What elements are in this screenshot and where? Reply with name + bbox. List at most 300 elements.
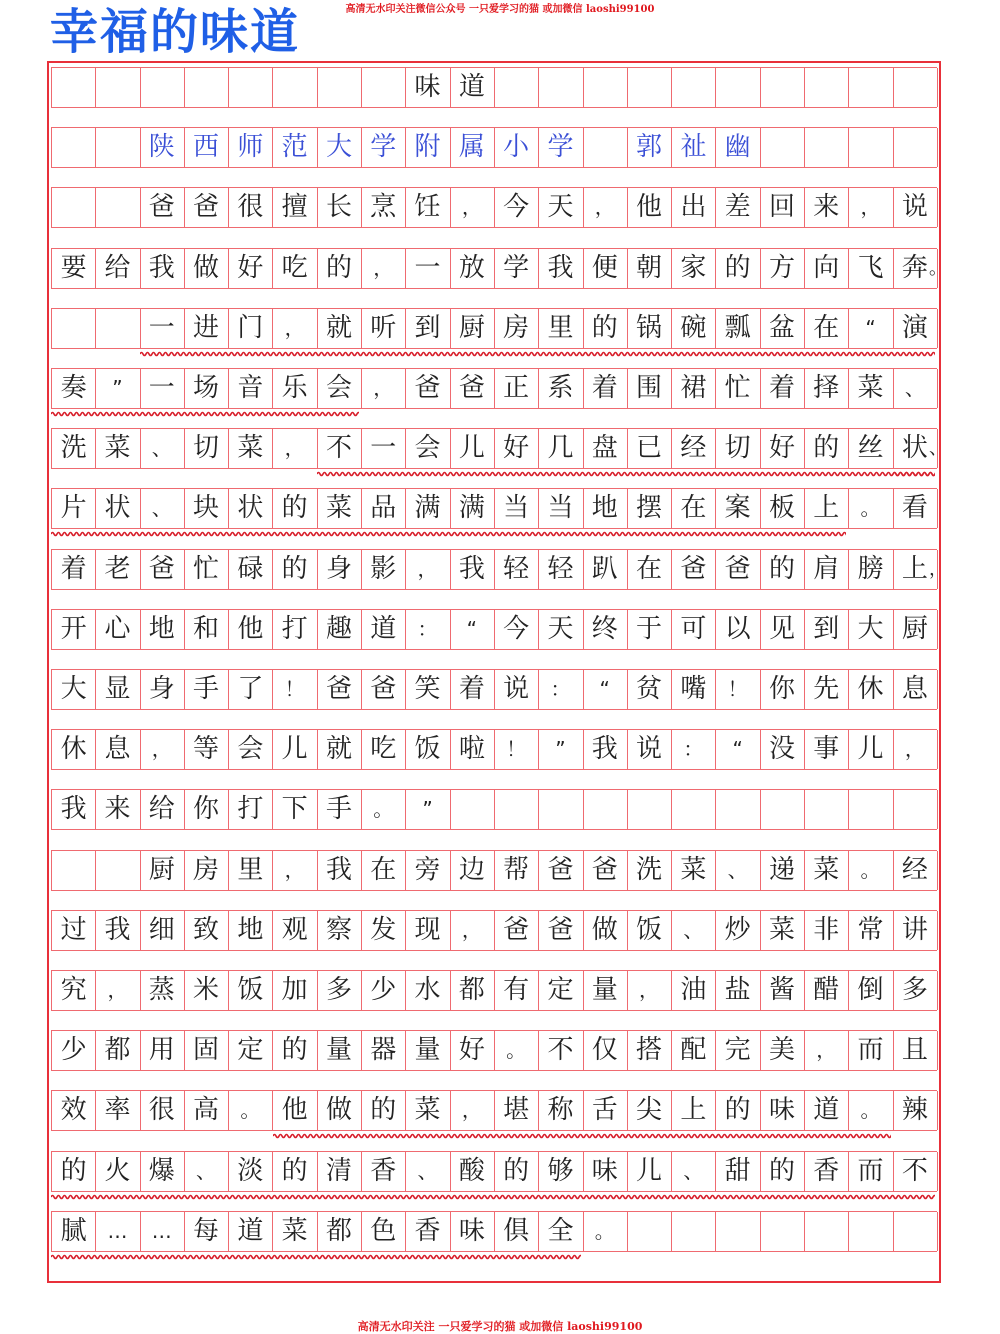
grid-cell [51,249,96,288]
wavy-underline [51,1193,935,1201]
grid-cell [494,550,539,589]
essay-char: 。 [928,257,947,279]
essay-char: 乐 [281,373,308,403]
essay-char: 搭 [636,1035,663,1066]
essay-char: 嘴 [680,674,707,704]
grid-cell [627,670,672,709]
essay-char: 西 [193,132,220,163]
essay-char: 好 [503,433,530,464]
grid-cell [804,68,849,107]
grid-cell [494,1152,539,1191]
essay-char: 没 [768,734,795,765]
essay-char: 轻 [547,553,574,584]
grid-cell [273,128,318,167]
grid-cell [627,128,672,167]
essay-char: 道 [370,613,397,644]
grid-cell [450,249,495,288]
essay-char: 给 [104,252,131,283]
essay-char: 切 [724,433,751,464]
essay-char: 完 [724,1035,751,1066]
essay-char: 过 [60,914,87,945]
essay-char: 道 [813,1095,840,1126]
grid-cell [317,730,362,769]
grid-cell [95,249,140,288]
essay-char: 、 [727,857,748,882]
essay-char: 要 [60,252,87,283]
grid-cell [51,730,96,769]
essay-char: 终 [591,613,618,644]
grid-cell [184,971,229,1010]
essay-char: 方 [768,252,795,283]
grid-cell [583,971,628,1010]
wavy-underline [51,410,359,418]
essay-char: 边 [458,854,485,885]
grid-cell [671,249,716,288]
grid-cell [804,489,849,528]
grid-cell [51,1091,96,1130]
grid-cell [405,1152,450,1191]
essay-char: 以 [724,613,751,644]
grid-cell [804,670,849,709]
grid-cell [273,1152,318,1191]
grid-cell [627,429,672,468]
grid-cell [184,188,229,227]
grid-cell [361,128,406,167]
essay-char: 菜 [857,373,884,403]
grid-cell [671,1212,716,1251]
essay-char: 、 [151,436,172,461]
grid-cell [848,911,893,950]
grid-cell [450,1031,495,1070]
essay-char: 你 [193,794,220,825]
essay-char: ， [284,857,305,882]
grid-cell [51,489,96,528]
essay-char: 爸 [148,553,175,584]
grid-cell [716,790,761,829]
grid-cell [228,68,273,107]
grid-cell [627,1212,672,1251]
wavy-underline [51,530,846,538]
essay-char: 蒸 [148,975,175,1005]
essay-char: 称 [547,1095,574,1126]
essay-char: 他 [237,613,264,644]
grid-cell [627,68,672,107]
essay-char: 就 [325,312,352,343]
essay-char: 今 [503,192,530,223]
grid-cell [317,68,362,107]
essay-char: 少 [370,975,397,1005]
essay-char: 学 [370,132,397,163]
grid-cell [317,1152,362,1191]
grid-cell [627,489,672,528]
essay-char: 于 [636,613,663,644]
grid-cell [95,369,140,408]
grid-cell [184,369,229,408]
essay-char: … [107,1218,128,1243]
grid-cell [184,670,229,709]
essay-char: ” [555,737,566,762]
grid-cell [273,1091,318,1130]
grid-cell [140,1091,185,1130]
grid-cell [848,128,893,167]
grid-cell [716,309,761,348]
grid-cell [848,68,893,107]
grid-cell [184,1152,229,1191]
grid-cell [538,429,583,468]
essay-char: 上 [680,1095,707,1126]
grid-cell [317,128,362,167]
essay-char: 和 [193,613,220,644]
essay-char: 择 [813,373,840,403]
grid-cell [273,1031,318,1070]
grid-cell [273,790,318,829]
essay-char: 洗 [636,854,663,885]
essay-char: 学 [547,132,574,163]
essay-char: 就 [325,734,352,765]
essay-char: 盐 [724,975,751,1005]
grid-cell [140,971,185,1010]
grid-cell [361,429,406,468]
essay-char: ， [904,737,925,762]
essay-char: 祉 [680,132,707,163]
grid-cell [51,1031,96,1070]
grid-cell [716,128,761,167]
essay-char: 满 [414,493,441,524]
essay-char: 菜 [281,1215,308,1246]
grid-cell [538,1152,583,1191]
grid-cell [140,670,185,709]
essay-char: 板 [768,493,795,524]
essay-char: 状 [104,493,131,524]
essay-char: 。 [860,496,881,521]
essay-line [51,1090,937,1131]
essay-line [51,1030,937,1071]
grid-cell [273,971,318,1010]
grid-cell [184,1212,229,1251]
essay-char: 当 [547,493,574,524]
essay-char: 堪 [503,1095,530,1126]
grid-cell [583,1152,628,1191]
grid-cell [538,911,583,950]
essay-char: 帮 [503,854,530,885]
essay-char: 肩 [813,553,840,584]
essay-char: 、 [904,376,925,400]
grid-cell [95,610,140,649]
essay-char: … [151,1218,172,1243]
grid-cell [273,188,318,227]
essay-char: 美 [768,1035,795,1066]
essay-char: 火 [104,1155,131,1186]
essay-char: 的 [503,1155,530,1186]
wavy-underline [51,1253,581,1261]
essay-char: 的 [325,252,352,283]
essay-char: ！ [727,677,748,701]
essay-char: 的 [281,1035,308,1066]
grid-cell [671,68,716,107]
essay-char: 满 [458,493,485,524]
grid-cell [627,1031,672,1070]
grid-cell [583,249,628,288]
essay-char: 儿 [857,734,884,765]
grid-cell [538,730,583,769]
essay-char: 范 [281,132,308,163]
essay-char: 地 [237,914,264,945]
grid-cell [450,550,495,589]
grid-cell [273,429,318,468]
essay-char: 、 [151,496,172,521]
grid-cell [95,730,140,769]
essay-char: 效 [60,1095,87,1126]
grid-cell [317,1031,362,1070]
essay-char: 到 [813,613,840,644]
essay-char: 房 [193,854,220,885]
essay-line [51,850,937,891]
essay-char: 身 [325,553,352,584]
grid-cell [317,790,362,829]
essay-char: 来 [813,192,840,223]
essay-char: 配 [680,1035,707,1066]
grid-cell [140,851,185,890]
grid-cell [583,68,628,107]
essay-char: 盘 [591,433,618,464]
essay-char: 菜 [768,914,795,945]
essay-char: 大 [325,132,352,163]
essay-char: 色 [370,1215,397,1246]
grid-cell [538,1212,583,1251]
grid-cell [538,971,583,1010]
grid-cell [583,670,628,709]
grid-cell [671,971,716,1010]
essay-char: 量 [414,1035,441,1066]
essay-char: “ [865,315,876,340]
grid-cell [51,790,96,829]
essay-char: 舌 [591,1095,618,1126]
grid-cell [716,369,761,408]
grid-cell [228,188,273,227]
grid-cell [317,429,362,468]
essay-char: 显 [104,674,131,704]
essay-char: 香 [370,1155,397,1186]
essay-char: 当 [503,493,530,524]
essay-char: 菜 [813,854,840,885]
essay-char: 贫 [636,674,663,704]
grid-cell [583,188,628,227]
grid-cell [361,188,406,227]
essay-char: 等 [193,734,220,765]
grid-cell [228,790,273,829]
grid-cell [184,309,229,348]
essay-char: 的 [60,1155,87,1186]
wavy-underline [893,470,935,478]
grid-cell [494,369,539,408]
essay-char: 奔 [901,252,928,283]
grid-cell [405,68,450,107]
essay-char: ， [461,1098,482,1123]
grid-cell [450,309,495,348]
essay-char: 爸 [680,553,707,584]
grid-cell [228,369,273,408]
essay-char: 香 [813,1155,840,1186]
essay-char: 状 [237,493,264,524]
essay-char: 围 [636,373,663,403]
grid-cell [95,128,140,167]
essay-char: 饭 [636,914,663,945]
essay-char: 做 [591,914,618,945]
essay-char: 着 [591,373,618,403]
essay-char: 天 [547,192,574,223]
essay-char: 而 [857,1035,884,1066]
grid-cell [228,550,273,589]
grid-cell [361,971,406,1010]
grid-cell [361,610,406,649]
essay-char: 非 [813,914,840,945]
essay-char: 每 [193,1215,220,1246]
essay-char: ， [639,978,660,1002]
grid-cell [228,851,273,890]
grid-cell [893,610,938,649]
grid-cell [893,1091,938,1130]
essay-char: 碌 [237,553,264,584]
essay-char: 菜 [680,854,707,885]
grid-cell [405,670,450,709]
grid-cell [450,971,495,1010]
grid-cell [583,1091,628,1130]
essay-char: 一 [148,312,175,343]
essay-char: 儿 [636,1155,663,1186]
grid-cell [671,1091,716,1130]
grid-cell [51,911,96,950]
essay-char: 菜 [414,1095,441,1126]
grid-cell [184,1031,229,1070]
essay-char: 着 [458,674,485,704]
essay-char: 致 [193,914,220,945]
essay-char: 发 [370,914,397,945]
grid-cell [273,670,318,709]
grid-cell [494,971,539,1010]
grid-cell [317,188,362,227]
grid-cell [51,68,96,107]
essay-char: 的 [768,553,795,584]
grid-cell [273,489,318,528]
essay-char: 的 [813,433,840,464]
grid-cell [538,68,583,107]
essay-char: 休 [857,674,884,704]
grid-cell [405,971,450,1010]
essay-char: 锅 [636,312,663,343]
essay-char: 现 [414,914,441,945]
essay-char: 了 [237,674,264,704]
essay-char: 爸 [458,373,485,403]
grid-cell [848,851,893,890]
grid-cell [95,309,140,348]
essay-char: 定 [547,975,574,1005]
essay-char: 场 [193,373,220,403]
essay-char: ： [683,737,704,762]
grid-cell [450,1152,495,1191]
essay-char: 。 [240,1098,261,1123]
essay-char: 到 [414,312,441,343]
grid-cell [671,790,716,829]
grid-cell [494,670,539,709]
grid-cell [95,971,140,1010]
grid-cell [95,670,140,709]
grid-cell [494,1212,539,1251]
grid-cell [228,1212,273,1251]
essay-char: 而 [857,1155,884,1186]
grid-cell [228,670,273,709]
grid-cell [184,790,229,829]
grid-cell [848,610,893,649]
essay-char: ， [417,556,438,581]
essay-char: 盆 [768,312,795,343]
grid-cell [848,1212,893,1251]
grid-cell [184,489,229,528]
grid-cell [893,309,938,348]
grid-cell [494,911,539,950]
grid-cell [405,128,450,167]
grid-cell [893,730,938,769]
essay-line [51,1151,937,1192]
essay-char: 的 [281,493,308,524]
essay-line [51,669,937,710]
essay-char: ， [284,315,305,340]
grid-cell [893,670,938,709]
essay-char: 会 [237,734,264,765]
essay-line [51,308,937,349]
grid-cell [671,730,716,769]
essay-char: ， [373,376,394,400]
grid-cell [716,670,761,709]
grid-cell [361,1091,406,1130]
grid-cell [317,249,362,288]
grid-cell [848,188,893,227]
essay-char: 郭 [636,132,663,163]
grid-cell [538,610,583,649]
grid-cell [848,249,893,288]
essay-char: 、 [196,1158,217,1183]
essay-char: ， [461,195,482,220]
grid-cell [583,730,628,769]
essay-char: 爸 [414,373,441,403]
grid-cell [273,369,318,408]
grid-cell [848,489,893,528]
essay-char: 下 [281,794,308,825]
essay-char: 不 [547,1035,574,1066]
essay-char: 幽 [724,132,751,163]
essay-char: 见 [768,613,795,644]
grid-cell [450,730,495,769]
essay-char: 旁 [414,854,441,885]
essay-char: 一 [148,373,175,403]
grid-cell [804,369,849,408]
grid-cell [804,249,849,288]
grid-cell [405,790,450,829]
grid-cell [361,790,406,829]
essay-char: 房 [503,312,530,343]
grid-cell [450,610,495,649]
grid-cell [405,188,450,227]
grid-cell [361,851,406,890]
grid-cell [893,68,938,107]
grid-cell [95,1212,140,1251]
grid-cell [273,610,318,649]
grid-cell [95,550,140,589]
essay-char: 片 [60,493,87,524]
grid-cell [760,1212,805,1251]
essay-char: 酸 [458,1155,485,1186]
essay-char: 都 [458,975,485,1005]
grid-cell [450,1212,495,1251]
